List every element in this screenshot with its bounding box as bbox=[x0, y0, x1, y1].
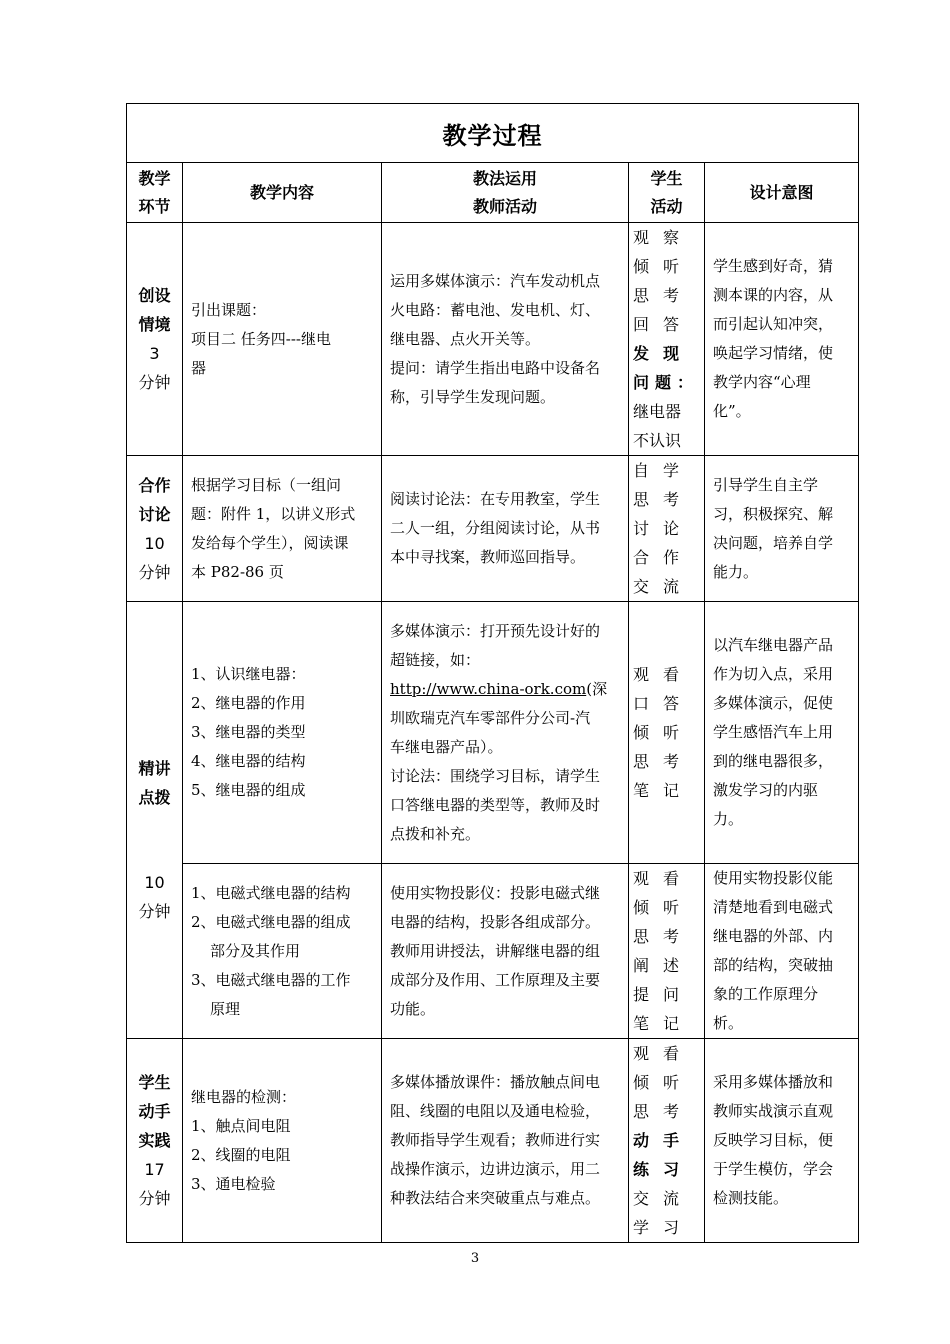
method-cell: 运用多媒体演示：汽车发动机点 火电路：蓄电池、发电机、灯、 继电器、点火开关等。 提问：请学生指出电路中设备名 称，引导学生发现问题。 bbox=[382, 223, 629, 456]
header-row bbox=[127, 163, 859, 223]
content-cell: 1、电磁式继电器的结构 2、电磁式继电器的组成 部分及其作用 3、电磁式继电器的工作 原理 bbox=[183, 864, 382, 1039]
intent-cell: 使用实物投影仪能 清楚地看到电磁式 继电器的外部、内 部的结构，突破抽 象的工作原理分 析。 bbox=[705, 864, 859, 1039]
table-row bbox=[127, 223, 859, 456]
content-cell: 1、认识继电器： 2、继电器的作用 3、继电器的类型 4、继电器的结构 5、继电器的组成 bbox=[183, 602, 382, 864]
header-stage: 教学 环节 bbox=[127, 163, 183, 223]
student-activity-cell: 自学 思考 讨论 合作 交流 bbox=[629, 456, 705, 602]
intent-cell: 学生感到好奇，猜 测本课的内容，从 而引起认知冲突， 唤起学习情绪，使 教学内容“心理 化”。 bbox=[705, 223, 859, 456]
header-content: 教学内容 bbox=[183, 163, 382, 223]
method-cell: 阅读讨论法：在专用教室，学生 二人一组，分组阅读讨论，从书 本中寻找案，教师巡回指导。 bbox=[382, 456, 629, 602]
stage-cell: 学生 动手 实践 17 分钟 bbox=[127, 1039, 183, 1243]
content-cell: 继电器的检测： 1、触点间电阻 2、线圈的电阻 3、通电检验 bbox=[183, 1039, 382, 1243]
intent-cell: 以汽车继电器产品 作为切入点，采用 多媒体演示，促使 学生感悟汽车上用 到的继电器很多， 激发学习的内驱 力。 bbox=[705, 602, 859, 864]
stage-cell: 合作 讨论 10 分钟 bbox=[127, 456, 183, 602]
title-row bbox=[127, 104, 859, 163]
student-activity-cell: 观看 倾听 思考 动手 练习 交流 学习 bbox=[629, 1039, 705, 1243]
method-cell: 多媒体播放课件：播放触点间电 阻、线圈的电阻以及通电检验， 教师指导学生观看；教师进行实 战操作演示，边讲边演示，用二 种教法结合来突破重点与难点。 bbox=[382, 1039, 629, 1243]
header-intent: 设计意图 bbox=[705, 163, 859, 223]
student-activity-cell: 观看 口答 倾听 思考 笔记 bbox=[629, 602, 705, 864]
table-row bbox=[127, 864, 859, 1039]
table-row bbox=[127, 1039, 859, 1243]
student-activity-cell: 观察 倾听 思考 回答 发现 问题： 继电器 不认识 bbox=[629, 223, 705, 456]
intent-cell: 采用多媒体播放和 教师实战演示直观 反映学习目标，便 于学生模仿，学会 检测技能。 bbox=[705, 1039, 859, 1243]
stage-cell: 精讲 点拨 10 分钟 bbox=[127, 602, 183, 1039]
table-title: 教学过程 bbox=[127, 104, 859, 163]
teaching-process-table bbox=[126, 103, 859, 1243]
method-cell: 多媒体演示：打开预先设计好的 超链接，如： http://www.china-ork.com(深 圳欧瑞克汽车零部件分公司-汽 车继电器产品）。 讨论法：围绕学习目标，请学生 口答继电器的类型等，教师及时 点拨和补充。 bbox=[382, 602, 629, 864]
student-activity-cell: 观看 倾听 思考 阐述 提问 笔记 bbox=[629, 864, 705, 1039]
table-row bbox=[127, 602, 859, 864]
header-student: 学生 活动 bbox=[629, 163, 705, 223]
content-cell: 引出课题： 项目二 任务四---继电 器 bbox=[183, 223, 382, 456]
method-cell: 使用实物投影仪：投影电磁式继 电器的结构，投影各组成部分。 教师用讲授法，讲解继电器的组 成部分及作用、工作原理及主要 功能。 bbox=[382, 864, 629, 1039]
table-row bbox=[127, 456, 859, 602]
company-link[interactable]: http://www.china-ork.com bbox=[390, 679, 587, 698]
header-method: 教法运用 教师活动 bbox=[382, 163, 629, 223]
intent-cell: 引导学生自主学 习，积极探究、解 决问题，培养自学 能力。 bbox=[705, 456, 859, 602]
page-number: 3 bbox=[470, 1251, 480, 1266]
content-cell: 根据学习目标（一组问 题：附件 1，以讲义形式 发给每个学生），阅读课 本 P82-86 页 bbox=[183, 456, 382, 602]
stage-cell: 创设 情境 3 分钟 bbox=[127, 223, 183, 456]
